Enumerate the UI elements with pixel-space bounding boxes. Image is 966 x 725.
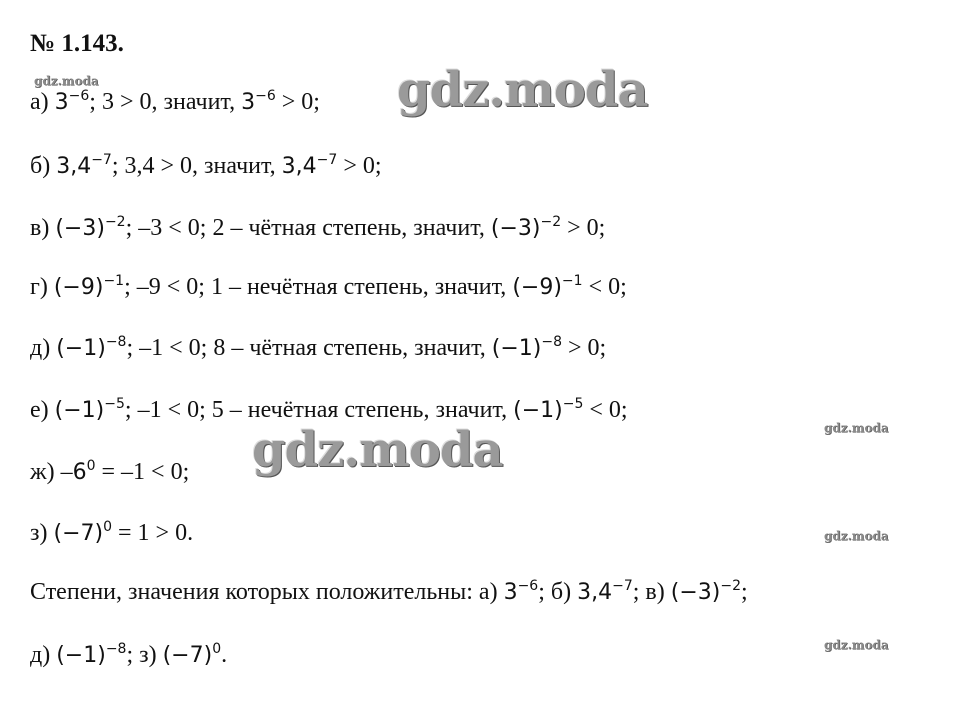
- solution-line-zh: ж) $-6^0 = -1 < 0$;: [30, 458, 190, 485]
- solution-line-d: д) $(-1)^{-8}$; –1 < 0; 8 – чётная степень, значит, $(-1)^{-8} > 0$;: [30, 334, 607, 361]
- watermark-small: gdz.moda: [824, 638, 889, 652]
- solution-line-z: з) $(-7)^0 = 1 > 0$.: [30, 519, 194, 546]
- solution-line-g: г) $(-9)^{-1}$; –9 < 0; 1 – нечётная степень, значит, $(-9)^{-1} < 0$;: [30, 273, 627, 300]
- solution-line-a: а) $3^{-6}$; 3 > 0, значит, $3^{-6} > 0$;: [30, 88, 320, 115]
- solution-line-v: в) $(-3)^{-2}$; –3 < 0; 2 – чётная степень, значит, $(-3)^{-2} > 0$;: [30, 214, 606, 241]
- watermark-large: gdz.moda: [397, 62, 648, 118]
- watermark-large: gdz.moda: [252, 422, 503, 478]
- problem-number: № 1.143.: [30, 30, 124, 57]
- solution-line-b: б) $3,4^{-7}$; 3,4 > 0, значит, $3,4^{-7} > 0$;: [30, 152, 382, 179]
- watermark-small: gdz.moda: [824, 529, 889, 543]
- watermark-small: gdz.moda: [824, 421, 889, 435]
- solution-line-e: е) $(-1)^{-5}$; –1 < 0; 5 – нечётная степень, значит, $(-1)^{-5} < 0$;: [30, 396, 628, 423]
- summary-line-2: д) $(-1)^{-8}$; з) $(-7)^0$.: [30, 641, 228, 668]
- summary-line-1: Степени, значения которых положительны: а) $3^{-6}$; б) $3,4^{-7}$; в) $(-3)^{-2}$;: [30, 578, 748, 605]
- watermark-small: gdz.moda: [34, 74, 99, 88]
